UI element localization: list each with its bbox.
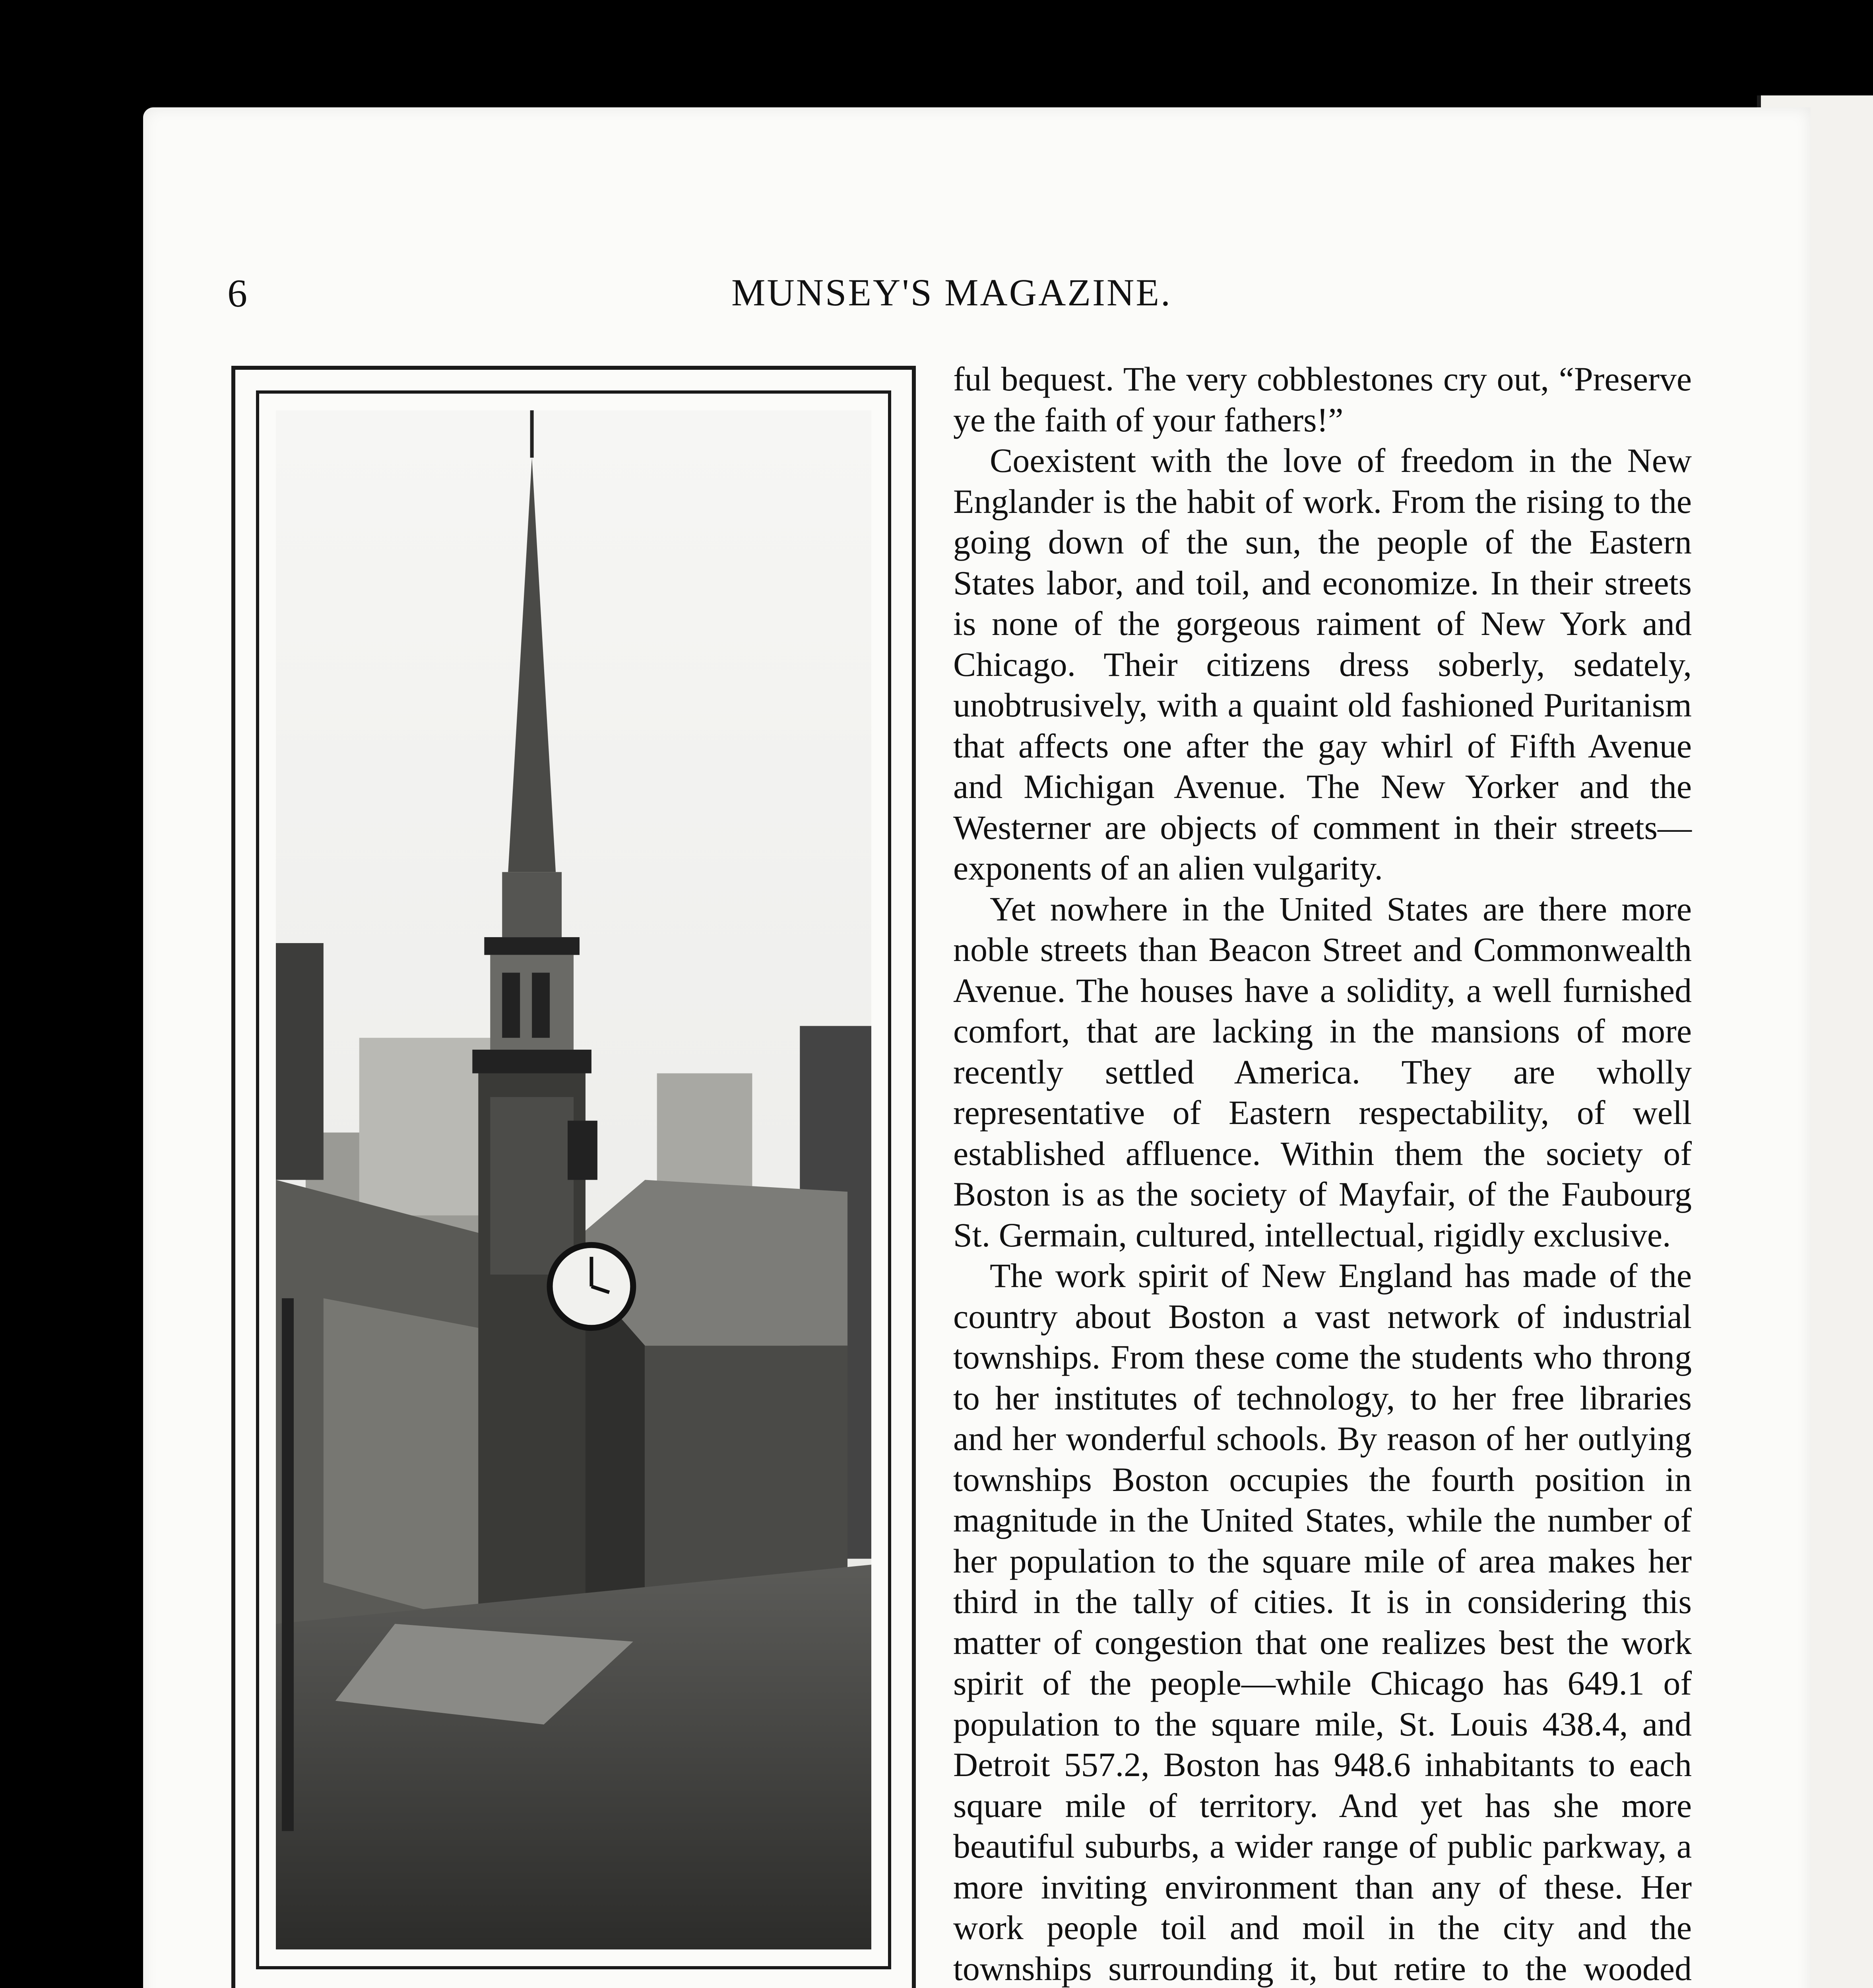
paragraph: The work spirit of New England has made of the country about Boston a vast network of industrial townships. From these come the students who throng to her institutes of technology, to her free libraries and her wonderful schools. By reason of her outlying townships Boston occupies the fourth position in magnitude in the United States, while the number of her population to the square mile of area makes her third in the tally of cities. It is in considering this matter of congestion that one realizes best the work spirit of the people—while Chicago has 649.1 of population to the square mile, St. Louis 438.4, and Detroit 557.2, Boston has 948.6 inhabitants to each square mile of territory. And yet has she more beautiful suburbs, a wider range of public parkway, a more inviting environment than any of these. Her work people toil and moil in the city and the townships surrounding it, but retire to the wooded (953, 1256, 1692, 1988)
photo-frame (231, 366, 916, 1988)
photo-inner-frame (256, 390, 891, 1969)
magazine-page (143, 107, 1811, 1988)
paragraph: Coexistent with the love of freedom in the New Englander is the habit of work. From the rising to the going down of the sun, the people of the Eastern States labor, and toil, and economize. In their streets is none of the gorgeous raiment of New York and Chicago. Their citizens dress soberly, sedately, unobtrusively, with a quaint old fashioned Puritanism that affects one after the gay whirl of Fifth Avenue and Michigan Avenue. The New Yorker and the Westerner are objects of comment in their streets—exponents of an alien vulgarity. (953, 441, 1692, 887)
old-south-meeting-house-image (276, 410, 871, 1949)
running-head: MUNSEY'S MAGAZINE. (731, 271, 1172, 314)
church-photograph (276, 410, 871, 1949)
page-number: 6 (227, 271, 248, 315)
paragraph: Yet nowhere in the United States are there more noble streets than Beacon Street and Commonwealth Avenue. The houses have a solidity, a well furnished comfort, that are lacking in the mansions of more recently settled America. They are wholly representative of Eastern respectability, of well established affluence. Within them the society of Boston is as the society of Mayfair, of the Faubourg St. Germain, cultured, intellectual, rigidly exclusive. (953, 889, 1692, 1254)
right-text-column (953, 359, 1692, 1988)
paragraph: ful bequest. The very cobblestones cry out, “Preserve ye the faith of your fathers!” (953, 360, 1692, 439)
